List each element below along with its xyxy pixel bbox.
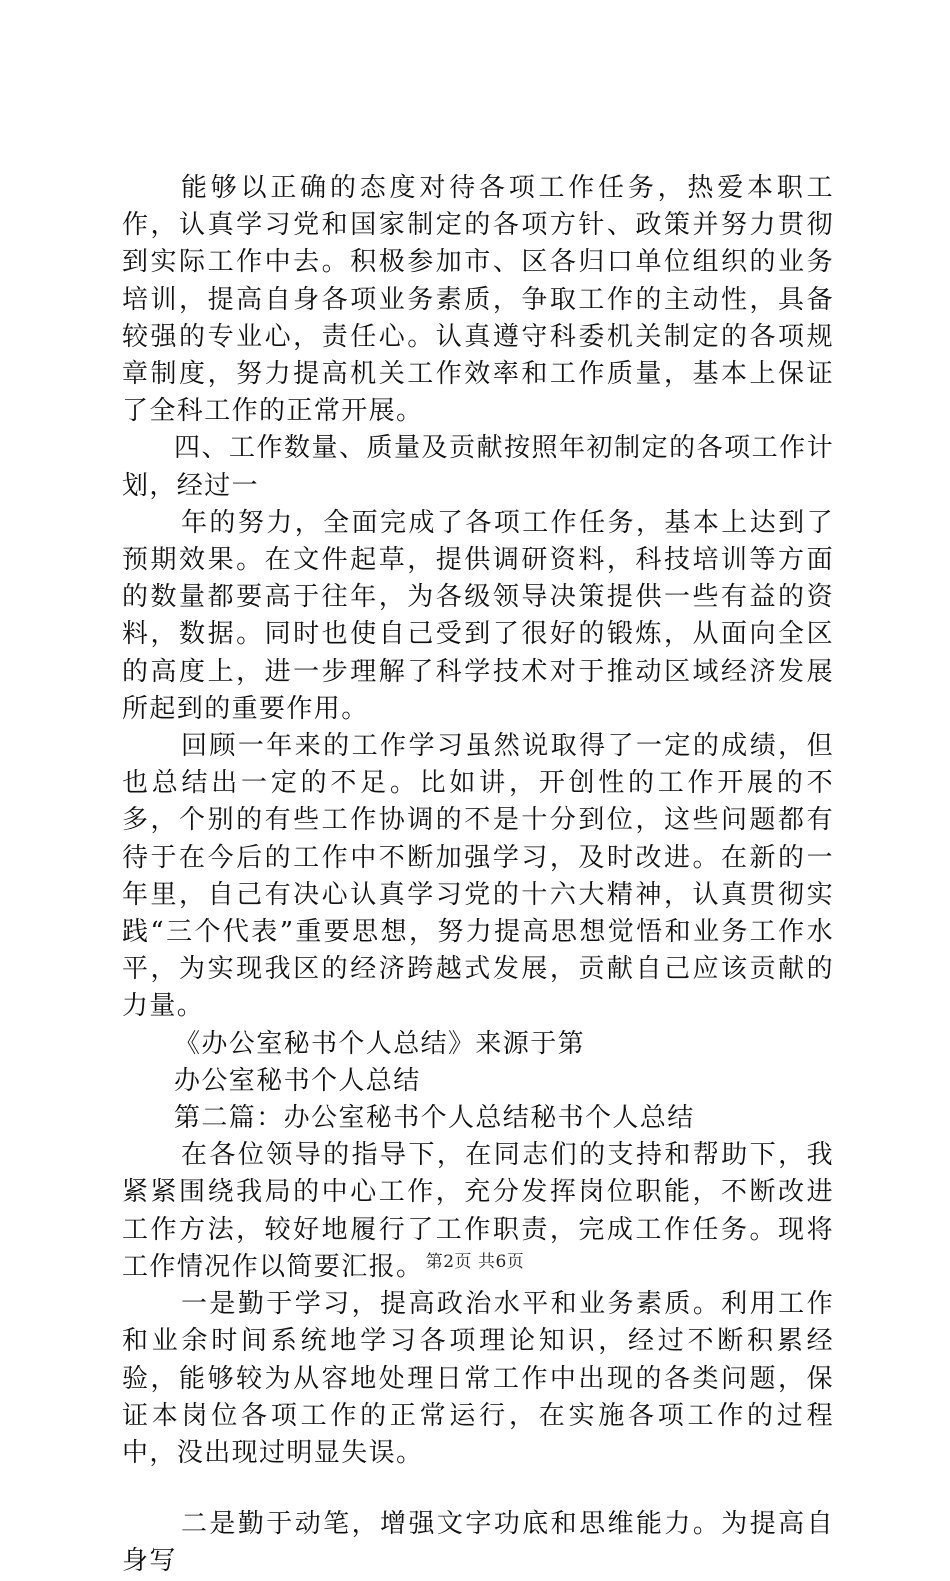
- document-body: [122, 170, 834, 1581]
- paragraph-point-two-writing: 二是勤于动笔，增强文字功底和思维能力。为提高自身写: [122, 1509, 834, 1577]
- chapter-two-heading: 第二篇：办公室秘书个人总结秘书个人总结: [174, 1103, 695, 1134]
- paragraph-point-one-study: 一是勤于学习，提高政治水平和业务素质。利用工作和业余时间系统地学习各项理论知识，经过不断积累经验，能够较为从容地处理日常工作中出现的各类问题，保证本岗位各项工作的正常运行，在实施各项工作的过程中，没出现过明显失误。: [122, 1289, 834, 1468]
- source-note: 《办公室秘书个人总结》来源于第: [174, 1028, 586, 1059]
- paragraph-work-attitude: 能够以正确的态度对待各项工作任务，热爱本职工作，认真学习党和国家制定的各项方针、政策并努力贯彻到实际工作中去。积极参加市、区各归口单位组织的业务培训，提高自身各项业务素质，争取工作的主动性，具备较强的专业心，责任心。认真遵守科委机关制定的各项规章制度，努力提高机关工作效率和工作质量，基本上保证了全科工作的正常开展。: [122, 173, 834, 427]
- document-title-line: 办公室秘书个人总结: [174, 1065, 421, 1096]
- paragraph-introduction: 在各位领导的指导下，在同志们的支持和帮助下，我紧紧围绕我局的中心工作，充分发挥岗位职能，不断改进工作方法，较好地履行了工作职责，完成工作任务。现将工作情况作以简要汇报。: [122, 1140, 834, 1282]
- section-heading-work-quantity: 四、工作数量、质量及贡献按照年初制定的各项工作计划，经过一: [122, 433, 834, 501]
- paragraph-review-shortcomings: 回顾一年来的工作学习虽然说取得了一定的成绩，但也总结出一定的不足。比如讲，开创性的工作开展的不多，个别的有些工作协调的不是十分到位，这些问题都有待于在今后的工作中不断加强学习，及时改进。在新的一年里，自己有决心认真学习党的十六大精神，认真贯彻实践“三个代表”重要思想，努力提高思想觉悟和业务工作水平，为实现我区的经济跨越式发展，贡献自己应该贡献的力量。: [122, 731, 834, 1022]
- paragraph-year-results: 年的努力，全面完成了各项工作任务，基本上达到了预期效果。在文件起草，提供调研资料，科技培训等方面的数量都要高于往年，为各级领导决策提供一些有益的资料，数据。同时也使自己受到了很好的锻炼，从面向全区的高度上，进一步理解了科学技术对于推动区域经济发展所起到的重要作用。: [122, 507, 834, 724]
- page-number-footer: 第2页 共6页: [425, 1252, 525, 1272]
